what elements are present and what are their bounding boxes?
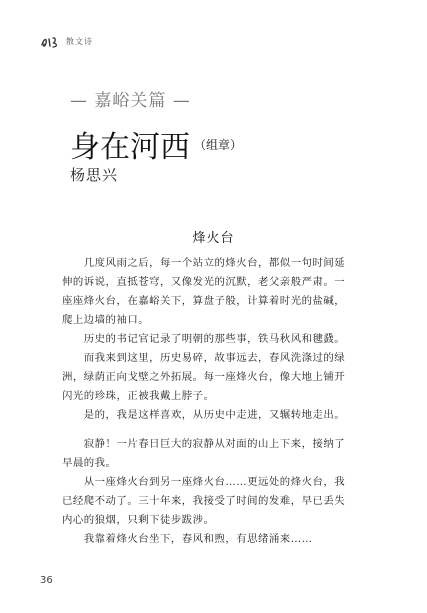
- article-subtitle: （组章）: [194, 138, 243, 152]
- article-title: [70, 122, 242, 166]
- poem-line: 爬上边墙的袖口。: [62, 314, 150, 326]
- section-title: — 嘉峪关篇 —: [70, 91, 191, 111]
- page-number: 36: [40, 575, 53, 586]
- poem-line: 伸的诉说，直抵苍穹，又像发光的沉默，老父亲般严肃。一: [62, 276, 346, 288]
- poem-line: 我靠着烽火台坐下，春风和煦，有思绪涌来……: [62, 533, 313, 545]
- poem-body: [62, 254, 374, 549]
- poem-line: 闪光的珍珠，正被我戴上脖子。: [62, 390, 215, 402]
- article-title-text: 身在河西: [70, 130, 190, 165]
- column-logo-icon: [40, 34, 62, 48]
- stanza-gap: [62, 425, 374, 435]
- column-label: 散文诗: [66, 36, 93, 46]
- poem-line: 已经爬不动了。三十年来，我接受了时间的发难，早已丢失: [62, 495, 346, 507]
- page-header: [40, 34, 93, 48]
- poem-line: 几度风雨之后，每一个站立的烽火台，都似一句时间延: [62, 257, 346, 269]
- poem-line: 从一座烽火台到另一座烽火台……更远处的烽火台，我: [62, 476, 346, 488]
- poem-line: 洲，绿荫正向戈壁之外拓展。每一座烽火台，像大地上铺开: [62, 371, 346, 383]
- poem-line: 内心的狼烟，只剩下徒步跋涉。: [62, 514, 215, 526]
- poem-line: 座座烽火台，在嘉峪关下，算盘子般，计算着时光的盐碱，: [62, 295, 346, 307]
- poem-line: 寂静！一片春日巨大的寂静从对面的山上下来，接纳了: [62, 438, 346, 450]
- poem-line: 早晨的我。: [62, 457, 117, 469]
- poem-title: 烽火台: [192, 231, 235, 246]
- poem-line: 是的，我是这样喜欢，从历史中走进，又辗转地走出。: [62, 409, 346, 421]
- author-name: 杨思兴: [70, 166, 119, 184]
- poem-line: 历史的书记官记录了明朝的那些事，铁马秋风和毽鼗。: [62, 333, 346, 345]
- poem-line: 而我来到这里，历史易碎，故事远去，春风洗涤过的绿: [62, 352, 346, 364]
